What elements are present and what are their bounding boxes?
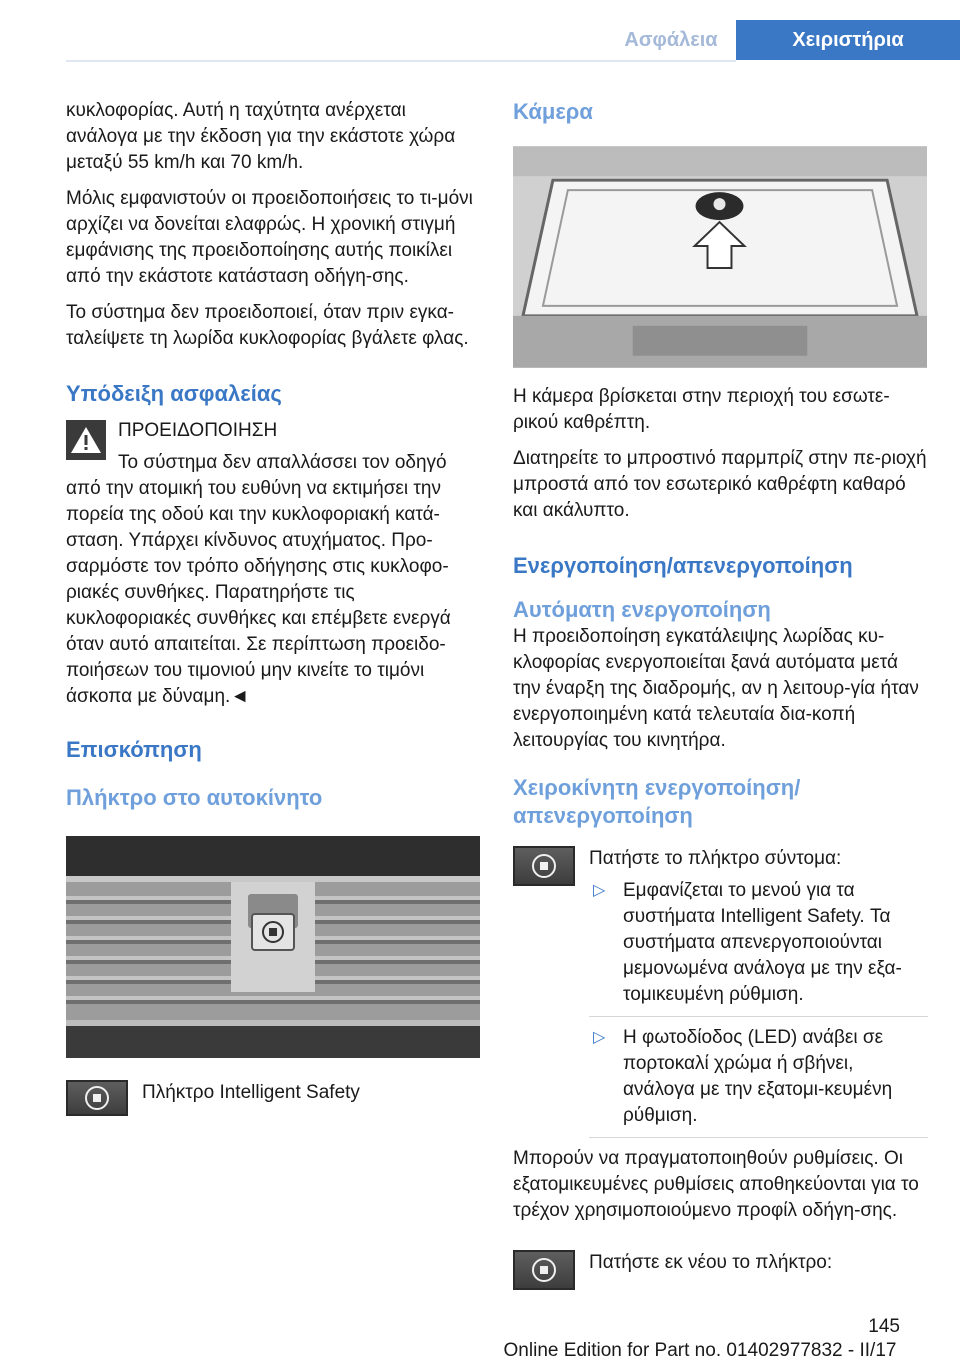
intelligent-safety-button-icon — [513, 846, 575, 886]
safety-heading: Υπόδειξη ασφαλείας — [66, 381, 282, 406]
camera-clean-text: Διατηρείτε το μπροστινό παρμπρίζ στην πε-ριοχή μπροστά από τον εσωτερικό καθρέφτη καθαρό και ακάλυπτο. — [513, 448, 927, 521]
press-again-text: Πατήστε εκ νέου το πλήκτρο: — [589, 1252, 833, 1273]
header-section-tab[interactable]: Ασφάλεια — [624, 28, 718, 51]
right-column — [513, 98, 928, 1290]
button-caption-row — [66, 1080, 480, 1116]
button-heading: Πλήκτρο στο αυτοκίνητο — [66, 785, 323, 810]
dashboard-button-photo — [66, 836, 480, 1058]
auto-activation-heading: Αυτόματη ενεργοποίηση — [513, 597, 771, 622]
list-item — [589, 1025, 928, 1138]
footer-edition: Online Edition for Part no. 01402977832 - II/17 — [503, 1340, 897, 1361]
paragraph: Το σύστημα δεν προειδοποιεί, όταν πριν εγκα-ταλείψετε τη λωρίδα κυκλοφορίας βγάλετε φλας. — [66, 302, 469, 349]
press-again-row — [513, 1250, 928, 1290]
camera-location-text: Η κάμερα βρίσκεται στην περιοχή του εσωτε-ρικού καθρέπτη. — [513, 386, 890, 433]
list-item-text: Εμφανίζεται το μενού για τα συστήματα Intelligent Safety. Τα συστήματα απενεργοποιούνται μεμονωμένα ανάλογα με την εξα-τομικευμένη ρύθμιση. — [623, 880, 902, 1005]
button-caption: Πλήκτρο Intelligent Safety — [142, 1082, 360, 1103]
warning-block — [66, 418, 480, 476]
manual-activation-heading: Χειροκίνητη ενεργοποίηση/ απενεργοποίηση — [513, 775, 801, 828]
intelligent-safety-button-icon — [513, 1250, 575, 1290]
bullet-triangle-icon: ▷ — [593, 1029, 606, 1046]
page-number: 145 — [868, 1316, 900, 1337]
left-column — [66, 98, 480, 1116]
list-item-text: Η φωτοδίοδος (LED) ανάβει σε πορτοκαλί χρώμα ή σβήνει, ανάλογα με την εξατομι-κευμένη ρύθμιση. — [623, 1027, 893, 1126]
activation-heading: Ενεργοποίηση/απενεργοποίηση — [513, 553, 853, 578]
camera-heading: Κάμερα — [513, 99, 593, 124]
auto-activation-text: Η προειδοποίηση εγκατάλειψης λωρίδας κυ-κλοφορίας ενεργοποιείται ξανά αυτόματα μετά την έναρξη της διαδρομής, αν η λειτουρ-γία ήταν ενεργοποιημένη κατά τελευταία δια-κοπή λειτουργίας του κινητήρα. — [513, 626, 919, 751]
intelligent-safety-button-icon — [66, 1080, 128, 1116]
paragraph: Μόλις εμφανιστούν οι προειδοποιήσεις το τι-μόνι αρχίζει να δονείται ελαφρώς. Η χρονική στιγμή εμφάνισης της προειδοποίησης αυτής ποικίλει από την εκάστοτε κατάσταση οδήγη-σης. — [66, 188, 473, 287]
warning-text: από την ατομική του ευθύνη να εκτιμήσει την πορεία της οδού και την κυκλοφοριακή κατά-σταση. Υπάρχει κίνδυνος ατυχήματος. Προ-σαρμόστε τον τρόπο οδήγησης στις κυκλοφο-ριακές συνθήκες. Παρατηρήστε τις κυκλοφοριακές συνθήκες και επέμβετε ενεργά όταν αυτό απαιτείται. Σε περίπτωση προειδο-ποιήσεων του τιμονιού μην κινείτε το τιμόνι άσκοπα με δύναμη.◄ — [66, 478, 451, 707]
result-list — [589, 878, 928, 1138]
warning-icon — [66, 420, 106, 460]
press-briefly-text: Πατήστε το πλήκτρο σύντομα: — [589, 848, 842, 869]
paragraph: κυκλοφορίας. Αυτή η ταχύτητα ανέρχεται ανάλογα με την έκδοση για την εκάστοτε χώρα μεταξύ 55 km/h και 70 km/h. — [66, 100, 456, 173]
settings-text: Μπορούν να πραγματοποιηθούν ρυθμίσεις. Οι εξατομικευμένες ρυθμίσεις αποθηκεύονται για το τρέχον χρησιμοποιούμενο προφίλ οδήγη-σης. — [513, 1148, 919, 1221]
header-active-tab[interactable]: Χειριστήρια — [736, 20, 960, 60]
camera-location-photo — [513, 146, 927, 368]
warning-label: ΠΡΟΕΙΔΟΠΟΙΗΣΗ — [118, 420, 278, 441]
overview-heading: Επισκόπηση — [66, 737, 202, 762]
header-divider — [66, 60, 736, 62]
warning-text-first: Το σύστημα δεν απαλλάσσει τον οδηγό — [118, 452, 447, 473]
list-item — [589, 878, 928, 1017]
bullet-triangle-icon: ▷ — [593, 882, 606, 899]
